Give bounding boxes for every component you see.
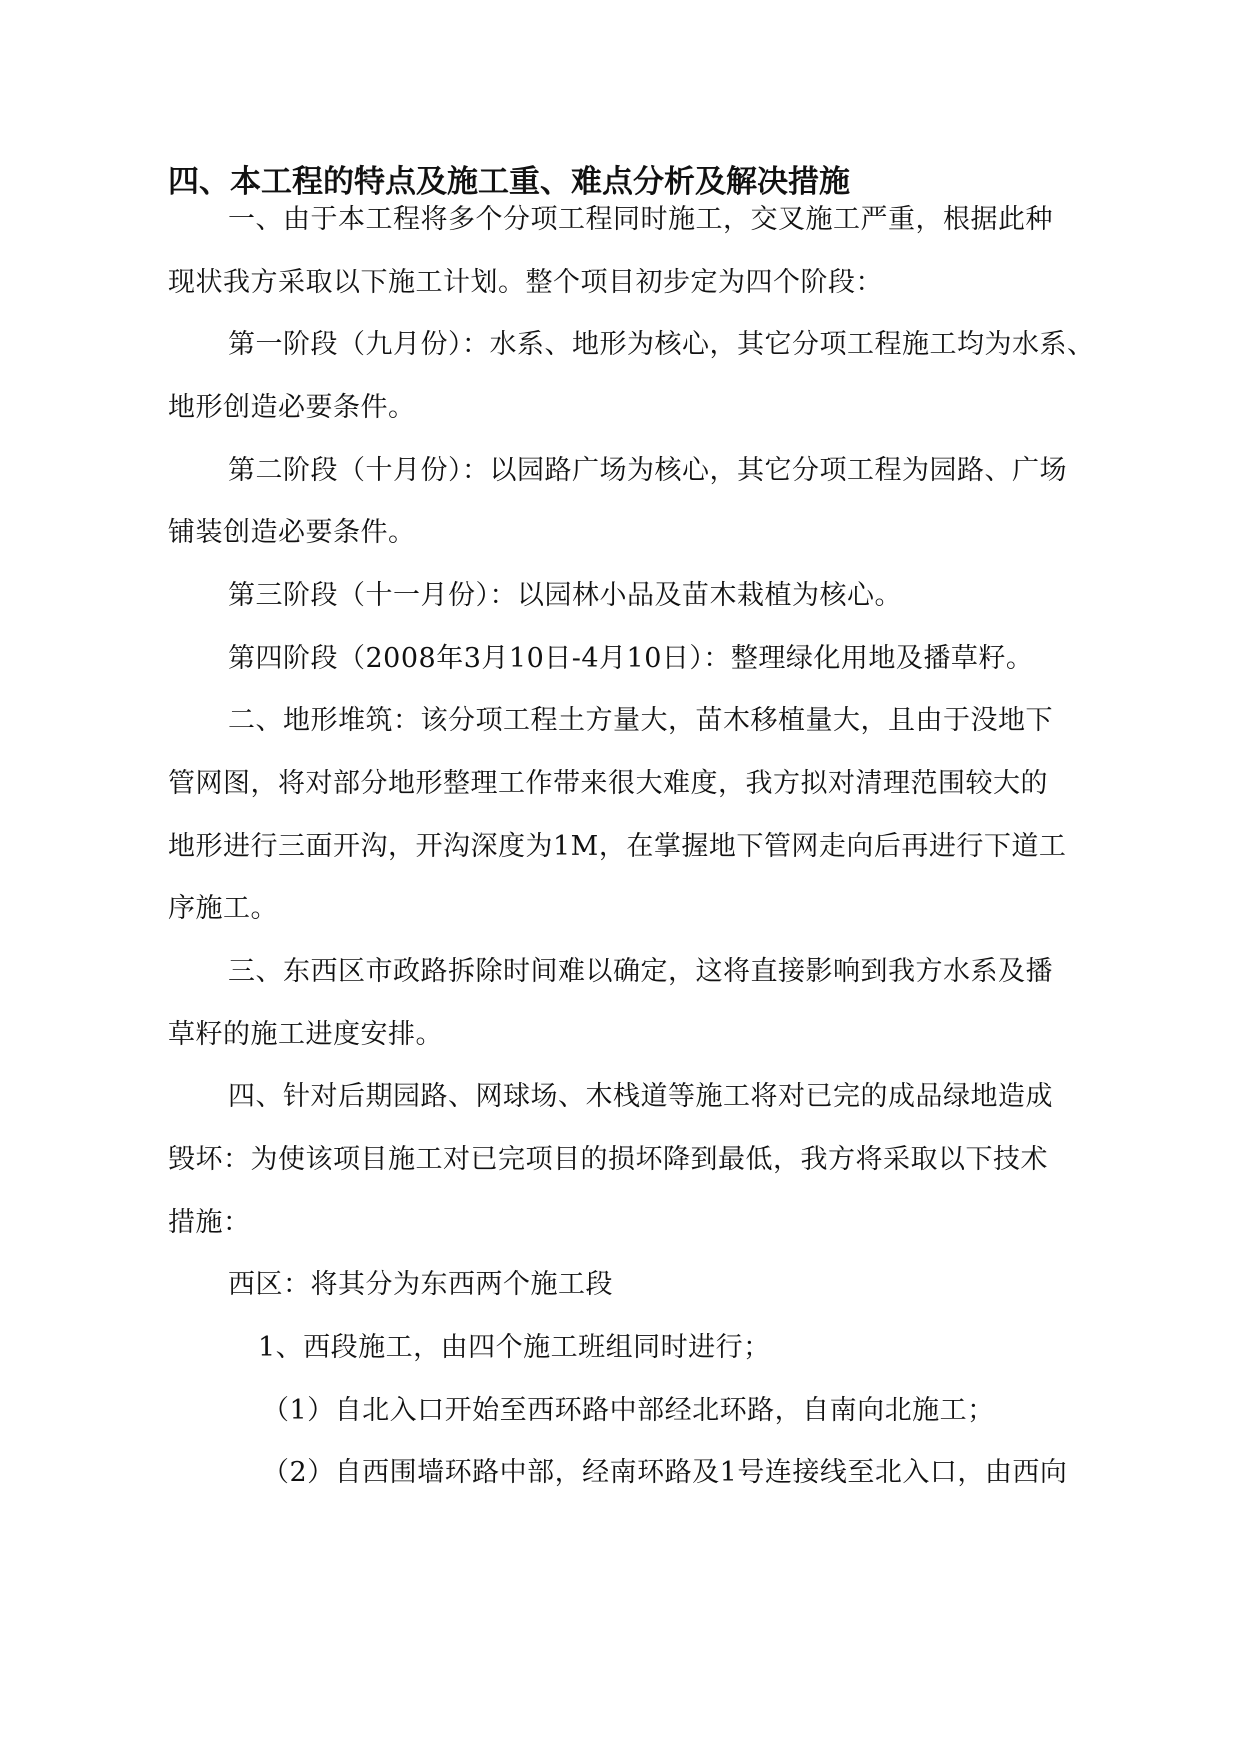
paragraph-line: 第一阶段（九月份）：水系、地形为核心，其它分项工程施工均为水系、 [228, 329, 1095, 360]
paragraph-line: 第四阶段（2008年3月10日-4月10日）：整理绿化用地及播草籽。 [228, 643, 1034, 674]
paragraph-line: 第二阶段（十月份）：以园路广场为核心，其它分项工程为园路、广场 [228, 455, 1067, 486]
paragraph-line: 地形创造必要条件。 [168, 392, 416, 423]
section-heading: 四、本工程的特点及施工重、难点分析及解决措施 [168, 164, 850, 200]
list-item-line: （2）自西围墙环路中部，经南环路及1号连接线至北入口，由西向 [262, 1457, 1068, 1488]
paragraph-line: 第三阶段（十一月份）：以园林小品及苗木栽植为核心。 [228, 580, 902, 611]
paragraph-line: 三、东西区市政路拆除时间难以确定，这将直接影响到我方水系及播 [228, 956, 1053, 987]
list-item-line: （1）自北入口开始至西环路中部经北环路，自南向北施工； [262, 1395, 995, 1426]
paragraph-line: 铺装创造必要条件。 [168, 517, 416, 548]
paragraph-line: 措施： [168, 1207, 251, 1238]
paragraph-line: 序施工。 [168, 893, 278, 924]
list-item-line: 1、西段施工，由四个施工班组同时进行； [258, 1332, 771, 1363]
paragraph-line: 毁坏：为使该项目施工对已完项目的损坏降到最低，我方将采取以下技术 [168, 1144, 1048, 1175]
paragraph-line: 一、由于本工程将多个分项工程同时施工，交叉施工严重，根据此种 [228, 204, 1053, 235]
paragraph-line: 草籽的施工进度安排。 [168, 1019, 443, 1050]
paragraph-line: 四、针对后期园路、网球场、木栈道等施工将对已完的成品绿地造成 [228, 1081, 1053, 1112]
paragraph-line: 西区：将其分为东西两个施工段 [228, 1269, 613, 1300]
paragraph-line: 二、地形堆筑：该分项工程土方量大，苗木移植量大，且由于没地下 [228, 705, 1053, 736]
paragraph-line: 地形进行三面开沟，开沟深度为1M，在掌握地下管网走向后再进行下道工 [168, 831, 1067, 862]
paragraph-line: 管网图，将对部分地形整理工作带来很大难度，我方拟对清理范围较大的 [168, 768, 1048, 799]
paragraph-line: 现状我方采取以下施工计划。整个项目初步定为四个阶段： [168, 267, 883, 298]
